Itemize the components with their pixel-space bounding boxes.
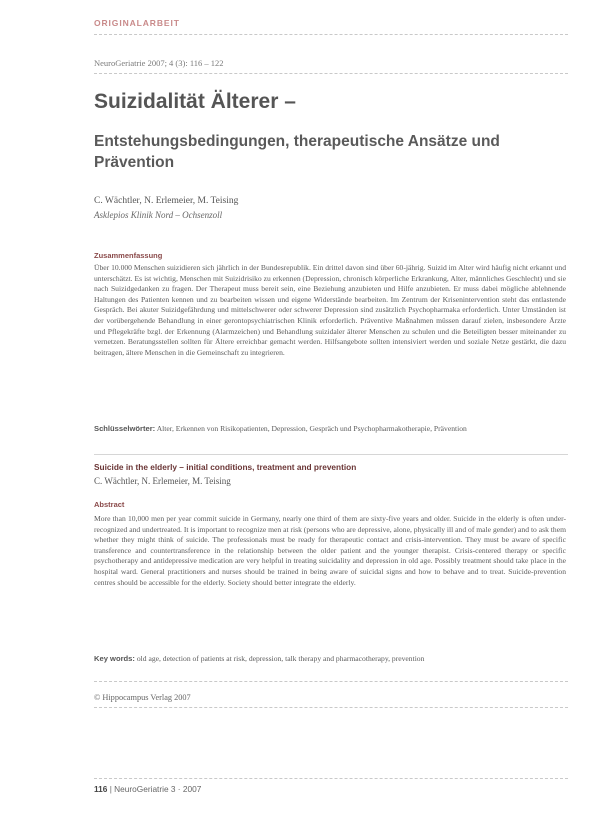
journal-name: NeuroGeriatrie 3 · 2007: [114, 784, 202, 794]
section-label: ORIGINALARBEIT: [94, 18, 180, 28]
copyright: © Hippocampus Verlag 2007: [94, 693, 191, 702]
keywords-de-label: Schlüsselwörter:: [94, 424, 156, 433]
abstract-text: More than 10,000 men per year commit suicide in Germany, nearly one third of them are sixty-five years and older. Suicide in the elderly is often under-recognized and undertreated. It is important to recognize men at risk (persons who are depressive, alone, physically ill and of male gender) and to ask them whether they might think of suicide. The professionals must be ready for therapeutic contact and crisis-intervention. They must be aware of specific transference and countertransference in the relationship between the older patient and the younger therapist. Crisis-centered therapy or specific psychotherapy and antidepressive medication are very helpful in treating suicidality and depression in old age. Possibly treatment should take place in the hospital ward. General practitioners and nurses should be trained in being aware of suicidal signs and how to behave and to treat. Suicide-prevention centres should be accessible for the elderly. Society should better integrate the elderly.: [94, 514, 566, 587]
keywords-en-label: Key words:: [94, 654, 135, 663]
article-title: Suizidalität Älterer –: [94, 90, 296, 113]
footer-separator: |: [109, 784, 115, 794]
authors: C. Wächtler, N. Erlemeier, M. Teising: [94, 196, 239, 206]
header-rule: [94, 34, 568, 35]
footer-rule: [94, 778, 568, 779]
divider-rule: [94, 454, 568, 455]
page-number: 116: [94, 784, 108, 794]
keywords-de: [94, 424, 566, 435]
abstract-heading: Abstract: [94, 500, 125, 509]
summary-text: Über 10.000 Menschen suizidieren sich jährlich in der Bundesrepublik. Ein drittel davon sind über 60-jährig. Suizid im Alter wird häufig nicht erkannt und unterschätzt. Es ist wichtig, Menschen mit Suizidrisiko zu erkennen (Depression, chronisch körperliche Erkrankung, Alter, männliches Geschlecht) und sie nach Suizidgedanken zu fragen. Der Therapeut muss bereit sein, eine Beziehung anzubieten und Hilfe anzubieten. Er muss dabei mögliche ablehnende Haltungen des Patienten kennen und zu bearbeiten wissen und eigene Widerstände bearbeiten. Im Zentrum der Krisenintervention steht das entlastende Gespräch. Bei akuter Suizidgefährdung und mittelschwerer oder schwerer Depression sind zusätzlich Psychopharmaka erforderlich. Unter Umständen ist der vorübergehende Behandlung in einer gerontopsychiatrischen Klinik erforderlich. Präventive Maßnahmen müssen darauf zielen, insbesondere Ärzte und Pflegekräfte bzgl. der Erkennung (Alarmzeichen) und Behandlung suizidaler älterer Menschen zu schulen und die Beteiligten besser miteinander zu vernetzen. Beratungsstellen sollten für Ältere erreichbar gemacht werden. Hilfsangebote sollten intensiviert werden und soziale Netze gestärkt, die dazu beitragen, ältere Menschen in die Gemeinschaft zu integrieren.: [94, 263, 566, 357]
footer: [94, 784, 201, 794]
copyright-rule: [94, 681, 568, 682]
citation-rule: [94, 73, 568, 74]
english-authors: C. Wächtler, N. Erlemeier, M. Teising: [94, 476, 231, 486]
keywords-de-value: Alter, Erkennen von Risikopatienten, Depression, Gespräch und Psychopharmakotherapie, Prävention: [156, 424, 467, 433]
keywords-en-value: old age, detection of patients at risk, depression, talk therapy and pharmacotherapy, prevention: [136, 654, 425, 663]
article-subtitle: Entstehungsbedingungen, therapeutische Ansätze und Prävention: [94, 133, 500, 171]
citation: NeuroGeriatrie 2007; 4 (3): 116 – 122: [94, 58, 224, 68]
affiliation: Asklepios Klinik Nord – Ochsenzoll: [94, 210, 223, 220]
copyright-rule-bottom: [94, 707, 568, 708]
summary-heading: Zusammenfassung: [94, 251, 163, 260]
english-title: Suicide in the elderly – initial conditions, treatment and prevention: [94, 462, 357, 472]
keywords-en: [94, 654, 566, 665]
